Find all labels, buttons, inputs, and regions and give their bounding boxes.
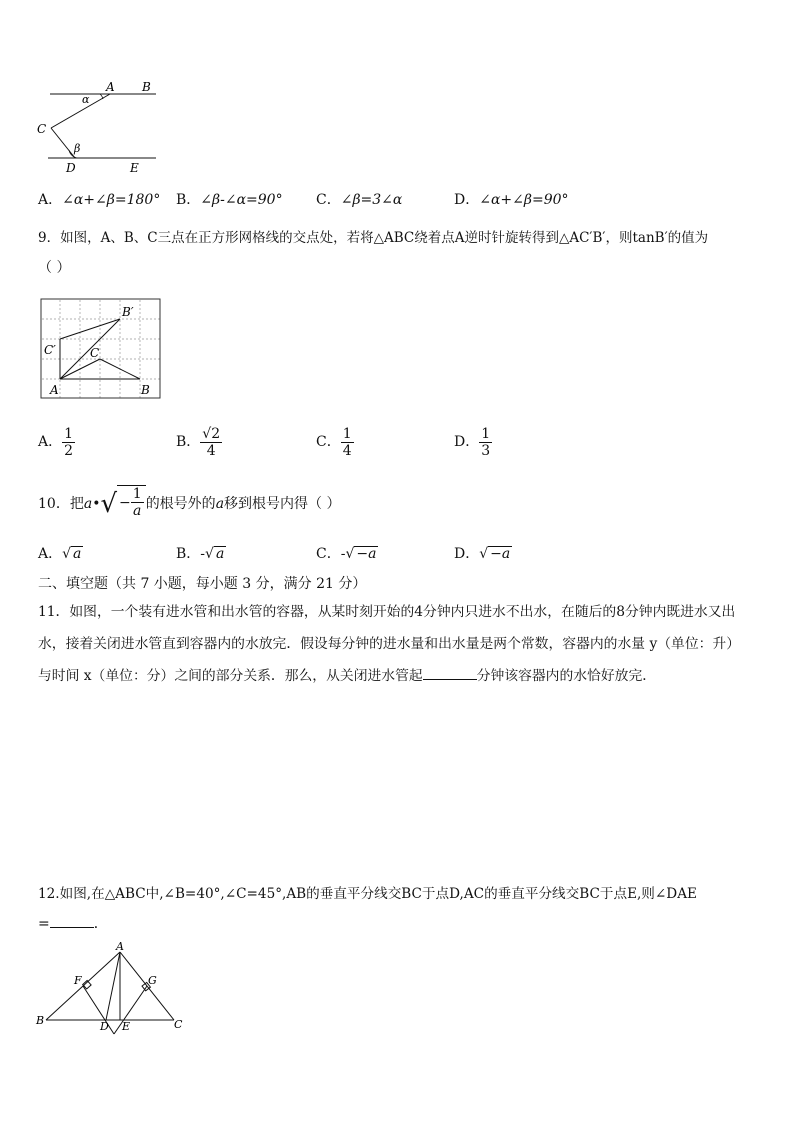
label-a: A <box>50 383 59 397</box>
label-a: A <box>116 940 124 953</box>
q12-stem-line1: 12.如图,在△ABC中,∠B=40°,∠C=45°,AB的垂直平分线交BC于点D,AC的垂直平分线交BC于点E,则∠DAE <box>38 886 697 902</box>
label-d: D <box>100 1020 109 1033</box>
fraction: $\frac{1}{4}$ <box>342 425 352 459</box>
label-b: B <box>36 1014 45 1027</box>
q8-option-b: B．∠β-∠α=90° <box>176 192 283 208</box>
q9-option-b: B． $\frac{√2}{4}$ <box>176 425 221 459</box>
q9-stem-line1: 9．如图，A、B、C三点在正方形网格线的交点处，若将△ABC绕着点A逆时针旋转得到△AC′B′，则tanB′的值为 <box>38 230 709 246</box>
fraction: $\frac{√2}{4}$ <box>202 425 221 459</box>
label-beta: β <box>74 142 81 155</box>
label-e: E <box>130 161 139 175</box>
q12-stem-line2: = ． <box>38 916 108 932</box>
perp-bisector-fd <box>83 986 114 1034</box>
label-d: D <box>66 161 76 175</box>
section-2-title: 二、填空题（共 7 小题，每小题 3 分，满分 21 分） <box>38 576 367 592</box>
q10-option-d: D．√ −a <box>454 546 511 562</box>
segment-cd <box>51 128 75 158</box>
q9-option-c: C． $\frac{1}{4}$ <box>316 425 352 459</box>
label-b: B <box>142 80 151 94</box>
label-b-prime: B′ <box>122 305 134 319</box>
label-g: G <box>148 974 157 987</box>
label-c: C <box>90 346 100 360</box>
q8-figure <box>36 76 166 176</box>
q9-option-d: D． $\frac{1}{3}$ <box>454 425 491 459</box>
q9-stem-line2: （ ） <box>38 260 71 276</box>
q10-option-b: B．-√ a <box>176 546 225 562</box>
q11-stem-line3: 与时间 x（单位：分）之间的部分关系．那么，从关闭进水管起 分钟该容器内的水恰好放完． <box>38 668 657 684</box>
q10-option-a: A．√ a <box>38 546 82 562</box>
segment-ad <box>106 952 120 1020</box>
label-alpha: α <box>82 93 90 106</box>
label-a: A <box>106 80 115 94</box>
label-e: E <box>122 1020 131 1033</box>
label-c: C <box>37 122 47 136</box>
answer-blank[interactable] <box>50 927 94 928</box>
answer-blank[interactable] <box>423 679 477 680</box>
q8-option-a: A．∠α+∠β=180° <box>38 192 161 208</box>
fraction: $\frac{1}{2}$ <box>64 425 74 459</box>
q10-stem: 10．把 a • √ − $\frac{1}{a}$ 的根号外的 a 移到根号内得（ ） <box>38 486 341 519</box>
q10-option-c: C．-√ −a <box>316 546 377 562</box>
q8-option-d: D．∠α+∠β=90° <box>454 192 569 208</box>
q9-option-a: A． $\frac{1}{2}$ <box>38 425 74 459</box>
q12-figure <box>34 940 194 1036</box>
label-f: F <box>74 974 82 987</box>
q8-option-c: C．∠β=3∠α <box>316 192 403 208</box>
angle-alpha-arc <box>100 94 103 99</box>
q11-stem-line1: 11．如图，一个装有进水管和出水管的容器，从某时刻开始的4分钟内只进水不出水，在随后的8分钟内既进水又出 <box>38 604 736 620</box>
perp-bisector-ge <box>114 986 147 1034</box>
segment-cb-prime <box>60 319 120 339</box>
fraction: $\frac{1}{3}$ <box>481 425 491 459</box>
segment-ac <box>51 94 110 128</box>
label-c-prime: C′ <box>44 343 56 357</box>
q11-stem-line2: 水，接着关闭进水管直到容器内的水放完．假设每分钟的进水量和出水量是两个常数，容器内的水量 y（单位：升） <box>38 636 741 652</box>
label-b: B <box>141 383 150 397</box>
label-c: C <box>174 1018 183 1031</box>
q9-grid-figure <box>40 298 165 402</box>
